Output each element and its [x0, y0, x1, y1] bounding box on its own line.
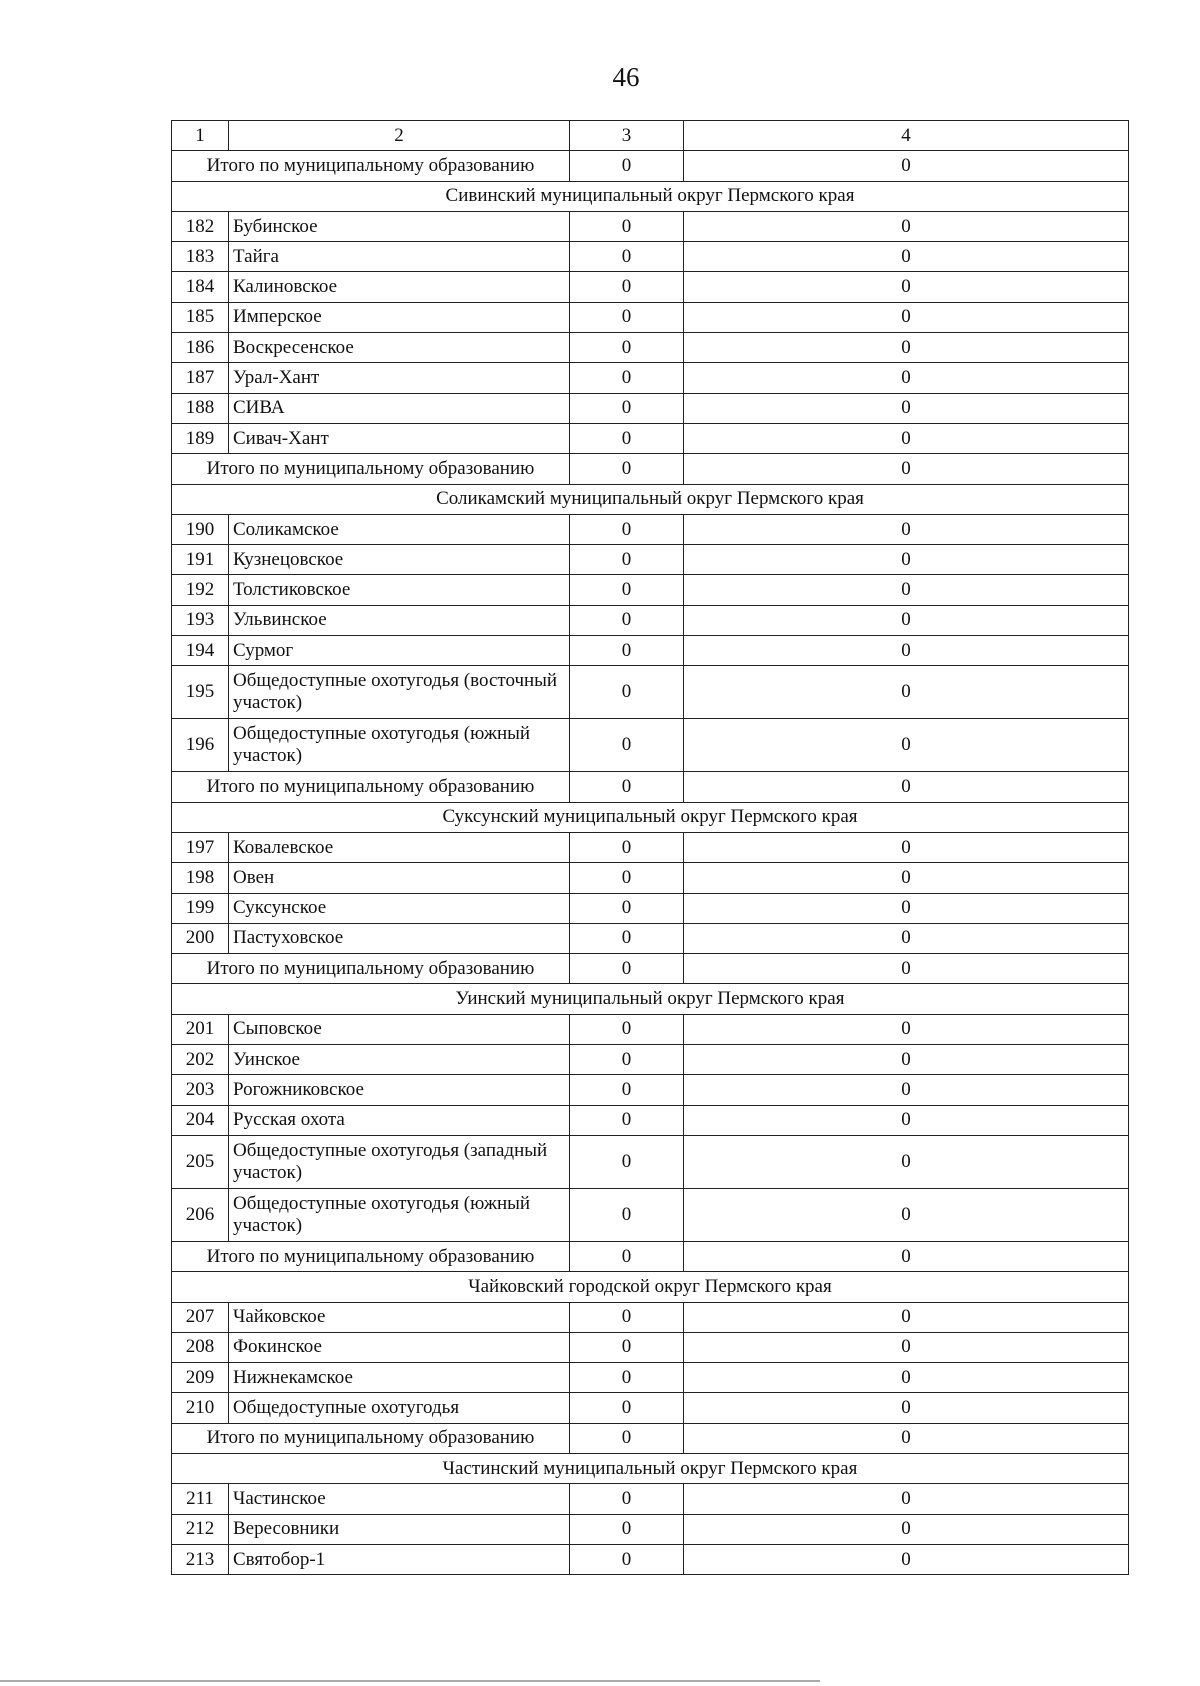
row-value-col4: 0: [684, 211, 1129, 241]
total-value-col4: 0: [684, 772, 1129, 802]
table-row: [172, 666, 1129, 719]
table-row: [172, 1302, 1129, 1332]
row-value-col4: 0: [684, 1544, 1129, 1574]
row-name: Общедоступные охотугодья (южный участок): [229, 719, 570, 772]
row-number: 204: [172, 1105, 229, 1135]
row-name: Ульвинское: [229, 605, 570, 635]
row-name: Соликамское: [229, 514, 570, 544]
total-row: [172, 454, 1129, 484]
total-value-col3: 0: [570, 1423, 684, 1453]
row-value-col3: 0: [570, 272, 684, 302]
total-value-col3: 0: [570, 454, 684, 484]
row-value-col3: 0: [570, 923, 684, 953]
row-number: 188: [172, 393, 229, 423]
row-value-col3: 0: [570, 363, 684, 393]
row-name: Русская охота: [229, 1105, 570, 1135]
table-row: [172, 1514, 1129, 1544]
row-number: 211: [172, 1484, 229, 1514]
row-number: 187: [172, 363, 229, 393]
row-value-col4: 0: [684, 363, 1129, 393]
section-title: Уинский муниципальный округ Пермского края: [172, 984, 1129, 1014]
table-row: [172, 923, 1129, 953]
table-row: [172, 545, 1129, 575]
row-name: Пастуховское: [229, 923, 570, 953]
row-name: Сыповское: [229, 1014, 570, 1044]
row-value-col4: 0: [684, 1363, 1129, 1393]
row-value-col3: 0: [570, 666, 684, 719]
row-number: 194: [172, 636, 229, 666]
section-title: Чайковский городской округ Пермского края: [172, 1272, 1129, 1302]
row-value-col4: 0: [684, 1332, 1129, 1362]
row-number: 213: [172, 1544, 229, 1574]
row-name: Тайга: [229, 242, 570, 272]
row-value-col4: 0: [684, 1514, 1129, 1544]
row-number: 192: [172, 575, 229, 605]
row-name: Общедоступные охотугодья (южный участок): [229, 1188, 570, 1241]
table-row: [172, 272, 1129, 302]
table-row: [172, 1188, 1129, 1241]
row-value-col4: 0: [684, 1135, 1129, 1188]
row-number: 208: [172, 1332, 229, 1362]
row-name: Бубинское: [229, 211, 570, 241]
row-number: 202: [172, 1045, 229, 1075]
row-number: 206: [172, 1188, 229, 1241]
row-value-col4: 0: [684, 666, 1129, 719]
row-value-col4: 0: [684, 393, 1129, 423]
row-name: Вересовники: [229, 1514, 570, 1544]
row-value-col4: 0: [684, 1484, 1129, 1514]
table-row: [172, 333, 1129, 363]
total-label: Итого по муниципальному образованию: [172, 1423, 570, 1453]
header-cell-4: 4: [684, 121, 1129, 151]
row-number: 184: [172, 272, 229, 302]
row-name: Общедоступные охотугодья (восточный участок): [229, 666, 570, 719]
row-value-col4: 0: [684, 1105, 1129, 1135]
section-header-row: [172, 984, 1129, 1014]
row-name: Кузнецовское: [229, 545, 570, 575]
row-value-col4: 0: [684, 333, 1129, 363]
table-row: [172, 832, 1129, 862]
row-value-col3: 0: [570, 863, 684, 893]
row-value-col4: 0: [684, 1075, 1129, 1105]
row-value-col4: 0: [684, 423, 1129, 453]
row-number: 193: [172, 605, 229, 635]
row-value-col4: 0: [684, 242, 1129, 272]
row-number: 183: [172, 242, 229, 272]
row-name: Фокинское: [229, 1332, 570, 1362]
row-number: 185: [172, 302, 229, 332]
table-row: [172, 893, 1129, 923]
header-cell-3: 3: [570, 121, 684, 151]
row-value-col3: 0: [570, 1302, 684, 1332]
row-name: Калиновское: [229, 272, 570, 302]
table-row: [172, 1393, 1129, 1423]
total-label: Итого по муниципальному образованию: [172, 454, 570, 484]
row-name: Нижнекамское: [229, 1363, 570, 1393]
section-header-row: [172, 181, 1129, 211]
row-number: 186: [172, 333, 229, 363]
row-value-col3: 0: [570, 333, 684, 363]
total-value-col3: 0: [570, 772, 684, 802]
section-title: Сивинский муниципальный округ Пермского края: [172, 181, 1129, 211]
total-value-col3: 0: [570, 1241, 684, 1271]
total-label: Итого по муниципальному образованию: [172, 1241, 570, 1271]
row-name: Воскресенское: [229, 333, 570, 363]
row-name: Уинское: [229, 1045, 570, 1075]
total-label: Итого по муниципальному образованию: [172, 772, 570, 802]
table-row: [172, 211, 1129, 241]
row-number: 210: [172, 1393, 229, 1423]
table-row: [172, 302, 1129, 332]
page-number: 46: [612, 62, 640, 92]
row-value-col3: 0: [570, 514, 684, 544]
row-name: Урал-Хант: [229, 363, 570, 393]
row-name: Чайковское: [229, 1302, 570, 1332]
row-value-col3: 0: [570, 302, 684, 332]
row-name: Ковалевское: [229, 832, 570, 862]
row-value-col3: 0: [570, 893, 684, 923]
row-value-col4: 0: [684, 514, 1129, 544]
row-number: 191: [172, 545, 229, 575]
row-number: 198: [172, 863, 229, 893]
header-cell-1: 1: [172, 121, 229, 151]
total-label: Итого по муниципальному образованию: [172, 954, 570, 984]
total-row: [172, 1241, 1129, 1271]
row-name: Имперское: [229, 302, 570, 332]
row-number: 182: [172, 211, 229, 241]
row-value-col3: 0: [570, 1332, 684, 1362]
row-value-col3: 0: [570, 242, 684, 272]
row-value-col3: 0: [570, 575, 684, 605]
row-value-col3: 0: [570, 1075, 684, 1105]
row-value-col4: 0: [684, 1045, 1129, 1075]
data-table: [171, 120, 1129, 1575]
row-number: 212: [172, 1514, 229, 1544]
row-name: Сивач-Хант: [229, 423, 570, 453]
table-row: [172, 514, 1129, 544]
row-value-col4: 0: [684, 302, 1129, 332]
table-row: [172, 1135, 1129, 1188]
row-value-col3: 0: [570, 636, 684, 666]
row-number: 196: [172, 719, 229, 772]
table-row: [172, 423, 1129, 453]
row-value-col4: 0: [684, 719, 1129, 772]
row-value-col4: 0: [684, 272, 1129, 302]
row-number: 203: [172, 1075, 229, 1105]
table-row: [172, 1363, 1129, 1393]
table-row: [172, 1045, 1129, 1075]
row-value-col4: 0: [684, 863, 1129, 893]
header-cell-2: 2: [229, 121, 570, 151]
table-row: [172, 242, 1129, 272]
scan-edge-line: [0, 1680, 820, 1682]
row-value-col3: 0: [570, 1135, 684, 1188]
table-row: [172, 1105, 1129, 1135]
table-row: [172, 1484, 1129, 1514]
table-row: [172, 393, 1129, 423]
total-row: [172, 954, 1129, 984]
table-row: [172, 636, 1129, 666]
total-value-col4: 0: [684, 454, 1129, 484]
row-value-col3: 0: [570, 1188, 684, 1241]
row-value-col4: 0: [684, 1393, 1129, 1423]
row-value-col3: 0: [570, 211, 684, 241]
table-body: [172, 121, 1129, 1575]
row-number: 199: [172, 893, 229, 923]
row-value-col3: 0: [570, 832, 684, 862]
total-value-col3: 0: [570, 151, 684, 181]
row-value-col4: 0: [684, 923, 1129, 953]
row-value-col3: 0: [570, 1363, 684, 1393]
row-name: Общедоступные охотугодья (западный участок): [229, 1135, 570, 1188]
row-value-col3: 0: [570, 423, 684, 453]
total-row: [172, 151, 1129, 181]
total-label: Итого по муниципальному образованию: [172, 151, 570, 181]
row-value-col3: 0: [570, 1484, 684, 1514]
total-value-col3: 0: [570, 954, 684, 984]
table-row: [172, 1014, 1129, 1044]
row-value-col4: 0: [684, 832, 1129, 862]
row-name: Овен: [229, 863, 570, 893]
row-number: 200: [172, 923, 229, 953]
row-value-col4: 0: [684, 636, 1129, 666]
row-value-col4: 0: [684, 545, 1129, 575]
table-row: [172, 575, 1129, 605]
row-name: Рогожниковское: [229, 1075, 570, 1105]
row-value-col3: 0: [570, 1393, 684, 1423]
section-header-row: [172, 1272, 1129, 1302]
table-row: [172, 1332, 1129, 1362]
table-row: [172, 1075, 1129, 1105]
row-value-col4: 0: [684, 1014, 1129, 1044]
total-row: [172, 772, 1129, 802]
table-row: [172, 863, 1129, 893]
row-number: 189: [172, 423, 229, 453]
total-value-col4: 0: [684, 954, 1129, 984]
total-value-col4: 0: [684, 151, 1129, 181]
row-number: 197: [172, 832, 229, 862]
row-name: Частинское: [229, 1484, 570, 1514]
section-header-row: [172, 484, 1129, 514]
section-header-row: [172, 802, 1129, 832]
table-row: [172, 363, 1129, 393]
table-row: [172, 605, 1129, 635]
row-name: СИВА: [229, 393, 570, 423]
row-value-col3: 0: [570, 393, 684, 423]
row-value-col3: 0: [570, 1014, 684, 1044]
row-value-col3: 0: [570, 1045, 684, 1075]
row-name: Общедоступные охотугодья: [229, 1393, 570, 1423]
row-name: Толстиковское: [229, 575, 570, 605]
row-value-col4: 0: [684, 605, 1129, 635]
row-value-col3: 0: [570, 719, 684, 772]
row-number: 195: [172, 666, 229, 719]
section-title: Суксунский муниципальный округ Пермского края: [172, 802, 1129, 832]
row-value-col4: 0: [684, 575, 1129, 605]
row-name: Сурмог: [229, 636, 570, 666]
row-value-col3: 0: [570, 1514, 684, 1544]
row-value-col3: 0: [570, 1105, 684, 1135]
table-row: [172, 1544, 1129, 1574]
row-name: Святобор-1: [229, 1544, 570, 1574]
total-value-col4: 0: [684, 1241, 1129, 1271]
section-title: Соликамский муниципальный округ Пермского края: [172, 484, 1129, 514]
row-name: Суксунское: [229, 893, 570, 923]
row-number: 209: [172, 1363, 229, 1393]
section-header-row: [172, 1453, 1129, 1483]
table-header-row: [172, 121, 1129, 151]
row-value-col4: 0: [684, 1188, 1129, 1241]
row-number: 205: [172, 1135, 229, 1188]
row-number: 190: [172, 514, 229, 544]
total-row: [172, 1423, 1129, 1453]
row-value-col4: 0: [684, 893, 1129, 923]
row-value-col3: 0: [570, 1544, 684, 1574]
row-value-col3: 0: [570, 545, 684, 575]
row-value-col4: 0: [684, 1302, 1129, 1332]
total-value-col4: 0: [684, 1423, 1129, 1453]
table-row: [172, 719, 1129, 772]
row-number: 201: [172, 1014, 229, 1044]
section-title: Частинский муниципальный округ Пермского края: [172, 1453, 1129, 1483]
row-value-col3: 0: [570, 605, 684, 635]
row-number: 207: [172, 1302, 229, 1332]
